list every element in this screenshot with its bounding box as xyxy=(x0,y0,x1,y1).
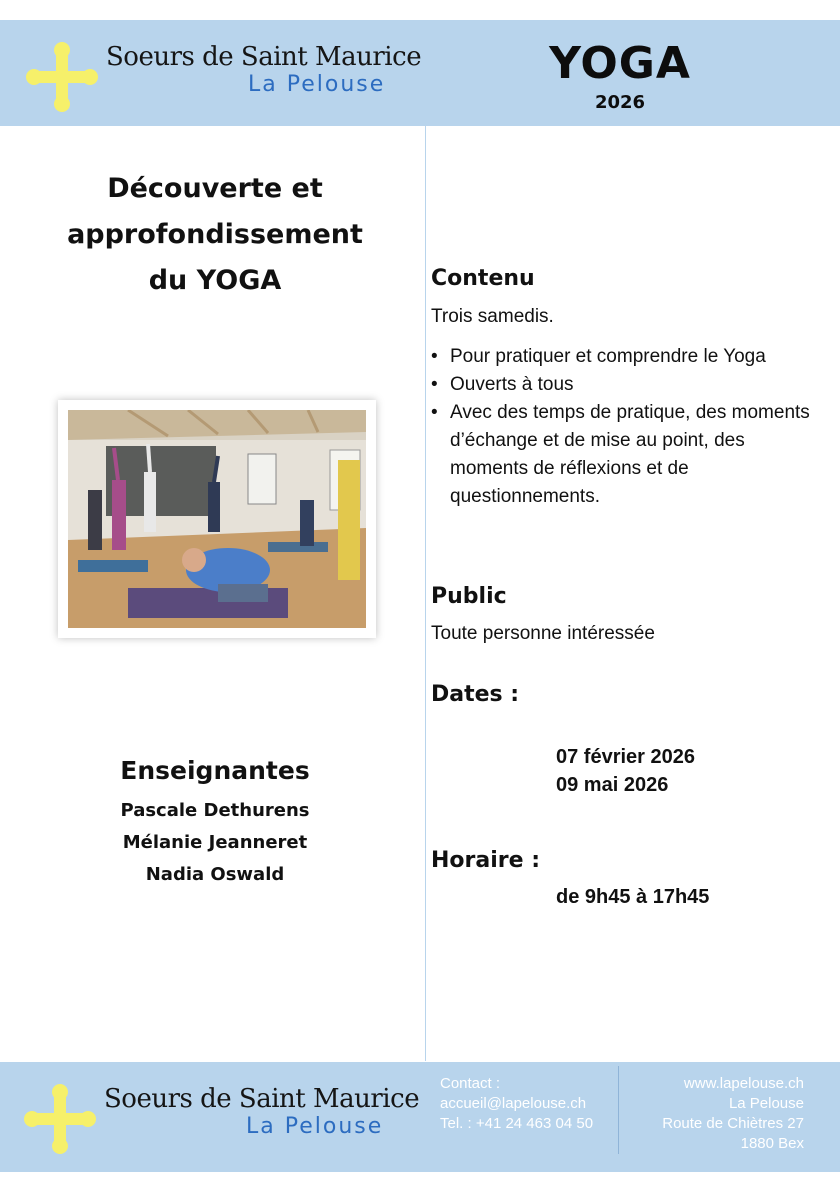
logo-subname: La Pelouse xyxy=(248,72,386,97)
yoga-class-photo xyxy=(58,400,376,638)
teacher-name: Mélanie Jeanneret xyxy=(122,832,308,853)
page-title: YOGA xyxy=(549,38,691,89)
header-logo xyxy=(26,42,426,112)
main-title-line: Découverte et xyxy=(107,173,323,204)
teacher-name: Nadia Oswald xyxy=(145,864,285,885)
contact-block xyxy=(440,1074,593,1134)
date-item: 09 mai 2026 xyxy=(556,774,669,796)
list-item: • Ouverts à tous xyxy=(431,371,811,399)
header-band xyxy=(0,20,840,126)
logo-name: Soeurs de Saint Maurice xyxy=(106,42,422,72)
contenu-heading: Contenu xyxy=(431,266,535,291)
logo-subname: La Pelouse xyxy=(246,1114,384,1139)
footer-logo xyxy=(24,1084,424,1154)
logo-name: Soeurs de Saint Maurice xyxy=(104,1084,420,1114)
main-title xyxy=(20,166,410,304)
footer-band xyxy=(0,1062,840,1172)
contact-email[interactable]: accueil@lapelouse.ch xyxy=(440,1095,587,1112)
main-title-line: du YOGA xyxy=(148,265,282,296)
public-text: Toute personne intéressée xyxy=(431,623,655,644)
public-heading: Public xyxy=(431,584,507,609)
date-item: 07 février 2026 xyxy=(556,746,696,768)
teacher-name: Pascale Dethurens xyxy=(120,800,310,821)
column-divider xyxy=(425,126,426,1061)
footer-divider xyxy=(618,1066,619,1154)
yellow-cross-icon xyxy=(26,42,98,112)
address-name: La Pelouse xyxy=(728,1095,804,1112)
contact-label: Contact : xyxy=(440,1075,501,1092)
horaire-heading: Horaire : xyxy=(431,848,540,873)
address-city: 1880 Bex xyxy=(740,1135,804,1152)
list-item: • Avec des temps de pratique, des moments d’échange et de mise au point, des moments de réflexions et de questionnements. xyxy=(431,399,811,511)
page-year: 2026 xyxy=(594,92,646,113)
contenu-intro: Trois samedis. xyxy=(431,306,554,327)
main-title-line: approfondissement xyxy=(67,219,363,250)
dates-heading: Dates : xyxy=(431,682,520,707)
address-block xyxy=(662,1074,804,1154)
address-street: Route de Chiètres 27 xyxy=(662,1115,804,1132)
teachers-heading: Enseignantes xyxy=(120,756,310,785)
contact-phone[interactable]: Tel. : +41 24 463 04 50 xyxy=(440,1115,594,1132)
contenu-list xyxy=(431,343,811,511)
yellow-cross-icon xyxy=(24,1084,96,1154)
horaire-text: de 9h45 à 17h45 xyxy=(556,886,710,908)
list-item: • Pour pratiquer et comprendre le Yoga xyxy=(431,343,811,371)
website-link[interactable]: www.lapelouse.ch xyxy=(683,1075,804,1092)
